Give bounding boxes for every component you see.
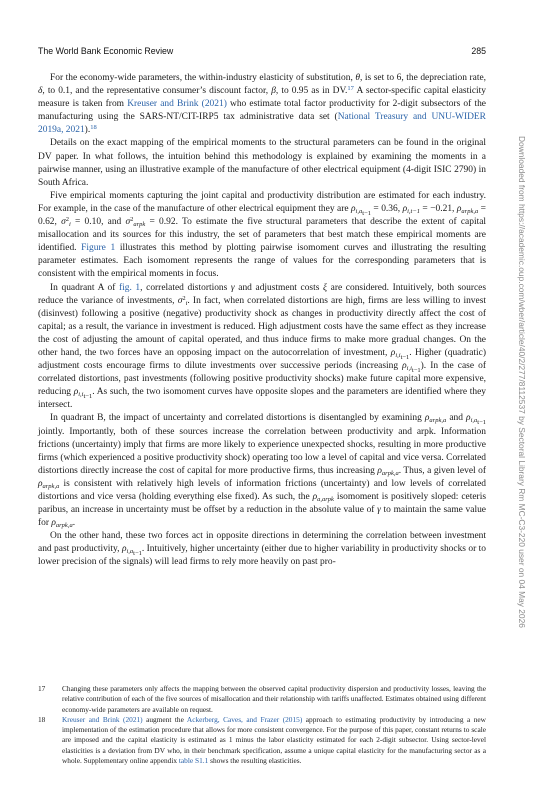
- paragraph-5: In quadrant B, the impact of uncertainty and correlated distortions is disentangled by examining $\rho_{arpk,a}$ and $\rho_{i,a_{t-1}}$ jointly. Importantly, both of these sources increase the correlation between productivity and arpk. Information frictions (uncertainty) imply that firms are more likely to experience unexpected shocks, resulting in more productive firms (which experienced a positive productivity shock) operating too low a level of capital and vice versa. Correlated distortions directly increase the cost of capital for more productive firms, thus increasing $\rho_{arpk,a}$. Thus, a given level of $\rho_{arpk,a}$ is consistent with relatively high levels of information frictions (uncertainty) and low levels of correlated distortions and vice versa (holding everything else fixed). As such, the $\rho_{a,arpk}$ isomoment is positively sloped: ceteris paribus, an increase in uncertainty must be offset by a reduction in the absolute value of γ to maintain the same value for $\rho_{arpk,a}$.: [38, 413, 486, 530]
- paragraph-6: On the other hand, these two forces act in opposite directions in determining the correlation between investment and past productivity, $\rho_{i,a_{t-1}}$. Intuitively, higher uncertainty (either due to higher variability in productivity shocks or to lower precision of the signals) will lead firms to rely more heavily on past pro-: [38, 531, 486, 568]
- citation-link-kreuser-brink[interactable]: Kreuser and Brink (2021): [62, 714, 143, 724]
- table-s1-1-link[interactable]: table S1.1: [178, 756, 209, 766]
- paragraph-1: For the economy-wide parameters, the within-industry elasticity of substitution, θ, is set to 6, the depreciation rate, δ, to 0.1, and the representative consumer’s discount factor, β, to 0.95 as in DV.$^{17}$ A sector-specific capital elasticity measure is taken from Kreuser and Brink (2021) who estimate total factor productivity for 2-digit subsectors of the manufacturing using the SARS-NT/CIT-IRP5 tax administrative data set (National Treasury and UNU-WIDER 2019a, 2021).$^{18}$: [38, 73, 486, 136]
- footnote-ref-17[interactable]: 17: [347, 85, 354, 93]
- footnote-number: 18: [38, 714, 46, 724]
- fig-1-link[interactable]: fig. 1: [118, 282, 141, 293]
- citation-link-ackerberg[interactable]: Ackerberg, Caves, and Frazer (2015): [186, 714, 303, 724]
- citation-link-kreuser-brink[interactable]: Kreuser and Brink (2021): [127, 99, 227, 110]
- figure-1-link[interactable]: Figure 1: [81, 243, 116, 254]
- paragraph-4: In quadrant A of fig. 1, correlated distortions γ and adjustment costs ξ are considered. Intuitively, both sources reduce the variance of investments, $\sigma^2_i$. In fact, when correlated distortions are high, firms are less willing to invest (disinvest) following a positive (negative) productivity shock as changes in productivity directly affect the cost of capital; as a result, the variance in investment is reduced. High adjustment costs have the same effect as they increase the cost of adjusting the amount of capital operated, and thus induce firms to make more gradual changes. On the other hand, the two forces have an opposing impact on the autocorrelation of investment, $\rho_{i,i_{t-1}}$. Higher (quadratic) adjustment costs encourage firms to dilute investments over successive periods (increasing $\rho_{i,i_{t-1}}$). In the case of correlated distortions, past investments (following positive productivity shocks) make future capital more expensive, reducing $\rho_{i,i_{t-1}}$. As such, the two isomoment curves have opposite slopes and the parameters are identified where they intersect.: [38, 282, 487, 411]
- citation-link-national-treasury[interactable]: National Treasury and UNU-WIDER 2019a, 2021: [38, 112, 486, 136]
- paragraph-2: Details on the exact mapping of the empirical moments to the structural parameters can be found in the original DV paper. In what follows, the intuition behind this methodology is explained by examining the moments in a pairwise manner, using an illustrative example of the manufacture of other electrical equipment (4-digit ISIC 2790) in South Africa.: [38, 138, 486, 188]
- footnote-ref-18[interactable]: 18: [90, 124, 97, 132]
- page-number: 285: [471, 46, 486, 56]
- running-header: [38, 46, 486, 60]
- footnotes: [38, 684, 486, 766]
- paragraph-3: Five empirical moments capturing the joint capital and productivity distribution are estimated for each industry. For example, in the case of the manufacture of other electrical equipment they are $\rho_{i,a_{t-1}} = 0.36$, $\rho_{i,t-1} = -0.21$, $\rho_{arpk,a} = 0.62$, $\sigma^2_i = 0.10$, and $\sigma^2_{arpk} = 0.92$. To estimate the five structural parameters that describe the extent of capital misallocation and its sources for this industry, the set of parameters that best match these empirical moments are identified. Figure 1 illustrates this method by plotting pairwise isomoment curves and illustrating the resulting parameter estimates. Each isomoment represents the range of values for the corresponding parameters that is consistent with the empirical moments in focus.: [38, 190, 487, 280]
- watermark-text: Downloaded from https://academic.oup.com/wber/article/40/2/277/8112537 by Sectoral Library Rm MC-C3-220 user on 04 May 2026: [517, 136, 527, 628]
- journal-title: The World Bank Economic Review: [38, 46, 174, 56]
- footnote-18: 18 Kreuser and Brink (2021) augment the Ackerberg, Caves, and Frazer (2015) approach to estimating productivity by introducing a new implementation of the estimation procedure that allows for more consistent convergence. For the purpose of this paper, constant returns to scale are imposed and the capital elasticity is estimated as 1 minus the labor elasticity estimated for each 2-digit subsector. Using sector-level elasticities is a deviation from DV who, in their benchmark specification, assume a unique capital elasticity for the manufacturing sector as a whole. Supplementary online appendix table S1.1 shows the resulting elasticities.: [38, 714, 486, 766]
- body-text: [38, 72, 486, 570]
- download-watermark: [515, 136, 529, 736]
- footnote-17: [38, 684, 486, 715]
- footnote-number: 17: [38, 684, 46, 693]
- footnote-text: Changing these parameters only affects the mapping between the observed capital productivity dispersion and productivity losses, leaving the relative contribution of each of the five sources of misallocation and their relationship with tariffs unaffected. Estimates obtained using different economy-wide parameters are available on request.: [62, 684, 486, 714]
